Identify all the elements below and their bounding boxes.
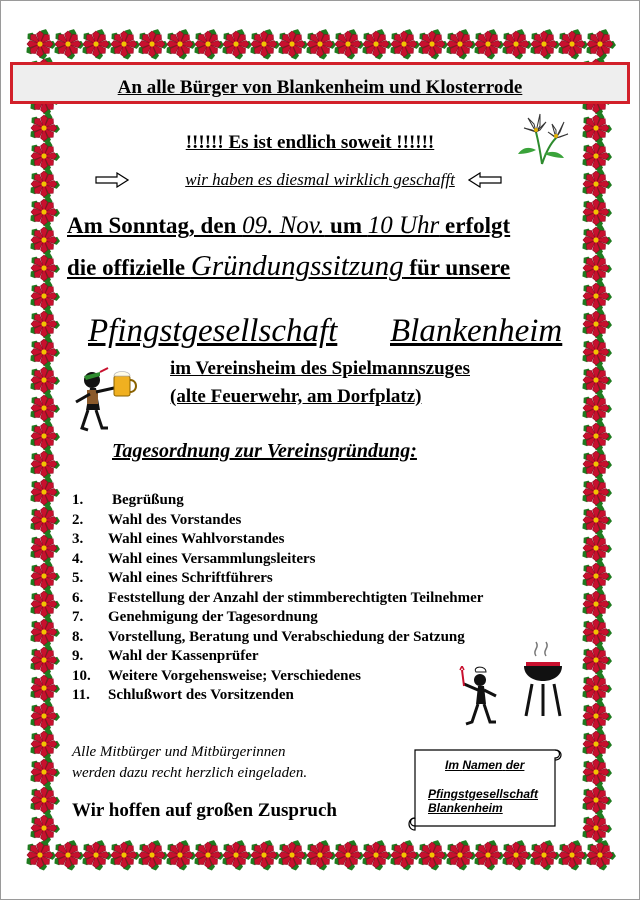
agenda-item-text: Vorstellung, Beratung und Verabschiedung der Satzung (108, 628, 465, 645)
agenda-item (72, 570, 483, 590)
invitation-text (72, 742, 307, 784)
agenda-item-text: Wahl eines Wahlvorstandes (108, 531, 285, 547)
event-text: Am Sonntag, den (67, 213, 243, 238)
signature-word: Im (445, 758, 460, 772)
signature-line-1 (445, 758, 524, 772)
signature-org-1: Pfingstgesellschaft (428, 787, 539, 801)
org-name-part1: Pfingstgesellschaft (88, 313, 338, 349)
agenda-item-text: Wahl der Kassenprüfer (108, 648, 259, 664)
agenda-item-number: 4. (72, 550, 84, 567)
announcement-subline: wir haben es diesmal wirklich geschafft (185, 170, 455, 189)
agenda-item-number: 6. (72, 589, 84, 606)
agenda-item-text: Schlußwort des Vorsitzenden (108, 687, 294, 703)
agenda-item-number: 11. (72, 687, 90, 703)
agenda-item-number: 10. (72, 667, 91, 684)
agenda-item (72, 512, 483, 532)
agenda-item-text: Weitere Vorgehensweise; Verschiedenes (108, 667, 362, 684)
venue-line-1: im Vereinsheim des Spielmannszuges (170, 358, 470, 379)
agenda-item (72, 590, 483, 610)
event-time: 10 Uhr (367, 212, 440, 239)
title-banner (10, 62, 630, 104)
agenda-item-number: 7. (72, 609, 84, 625)
agenda-item (72, 648, 483, 668)
grill-icon (518, 640, 568, 720)
event-session-line (67, 250, 510, 283)
agenda-list (72, 492, 483, 707)
beer-mascot-icon (70, 366, 142, 436)
agenda-item-number: 8. (72, 628, 84, 645)
agenda-item-text: Wahl des Vorstandes (108, 511, 242, 528)
agenda-item-text: Begrüßung (112, 492, 184, 508)
venue-line-2: (alte Feuerwehr, am Dorfplatz) (170, 386, 422, 407)
agenda-item (72, 609, 483, 629)
agenda-item (72, 629, 483, 649)
event-text: die offizielle (67, 255, 191, 280)
agenda-item-text: Genehmigung der Tagesordnung (108, 609, 318, 625)
agenda-item-number: 1. (72, 492, 84, 508)
event-date-line (67, 212, 510, 240)
announcement-headline: !!!!!! Es ist endlich soweit !!!!!! (185, 132, 435, 153)
agenda-item-text: Wahl eines Versammlungsleiters (108, 550, 316, 567)
invitation-line-1: Alle Mitbürger und Mitbürgerinnen (72, 744, 286, 760)
agenda-title: Tagesordnung zur Vereinsgründung: (112, 440, 417, 462)
org-name-part2: Blankenheim (390, 313, 563, 349)
agenda-item-number: 2. (72, 511, 84, 528)
session-name: Gründungssitzung (190, 250, 404, 282)
arrow-left-icon (468, 172, 502, 188)
closing-text: Wir hoffen auf großen Zuspruch (72, 800, 337, 821)
event-text: um (324, 213, 368, 238)
agenda-item (72, 687, 483, 707)
agenda-item (72, 551, 483, 571)
event-date: 09. Nov. (242, 212, 325, 239)
agenda-item-number: 9. (72, 648, 84, 664)
agenda-item-number: 5. (72, 570, 84, 586)
invitation-line-2: werden dazu recht herzlich eingeladen. (72, 765, 308, 781)
agenda-item (72, 492, 483, 512)
signature-word: der (505, 758, 525, 772)
event-text: für unsere (403, 255, 511, 280)
event-text: erfolgt (439, 213, 511, 238)
agenda-item-text: Feststellung der Anzahl der stimmberechtigten Teilnehmer (108, 589, 484, 606)
banner-title: An alle Bürger von Blankenheim und Klosterrode (117, 77, 523, 98)
agenda-item-text: Wahl eines Schriftführers (108, 570, 273, 586)
agenda-item-number: 3. (72, 531, 84, 547)
chef-mascot-icon (456, 666, 508, 730)
agenda-item (72, 531, 483, 551)
signature-word: Namen (462, 758, 503, 772)
agenda-item (72, 668, 483, 688)
signature-org-2: Blankenheim (428, 801, 503, 815)
